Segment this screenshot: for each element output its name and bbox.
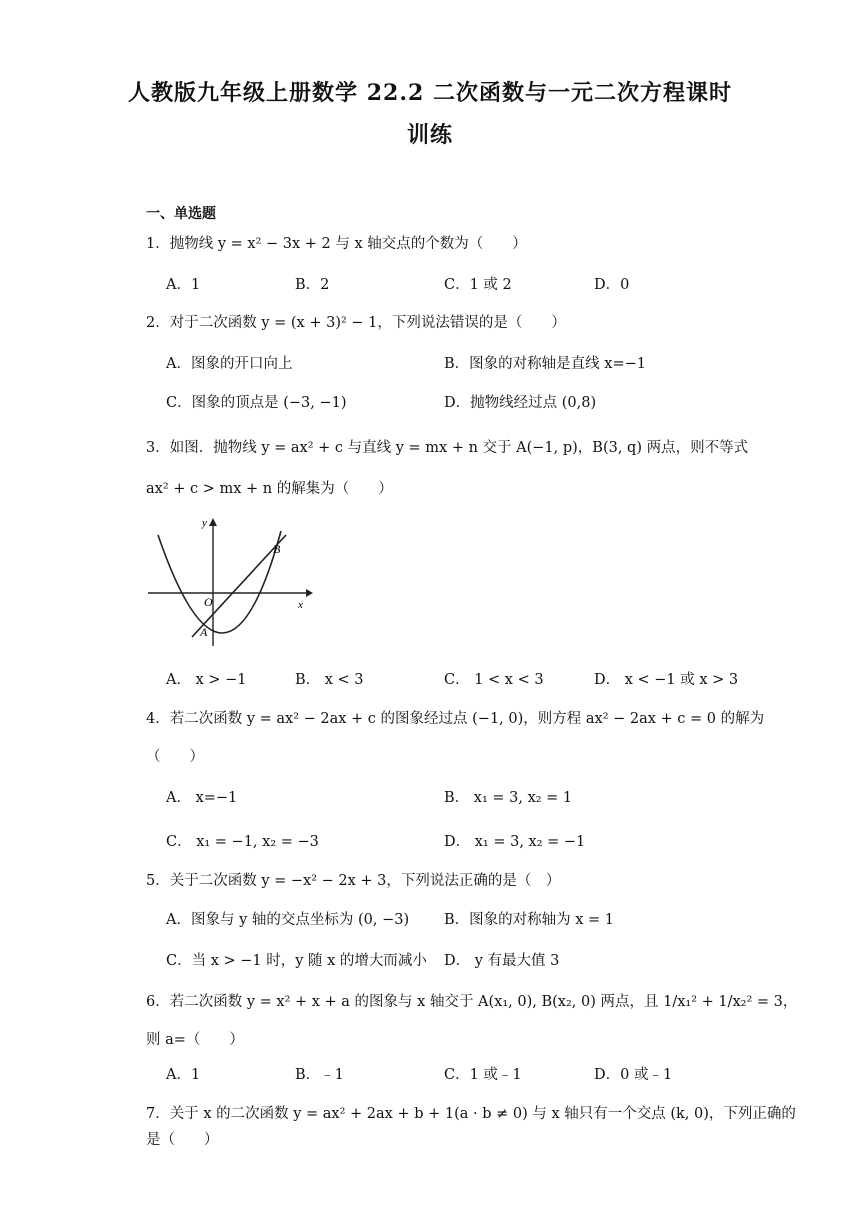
question-2-stem: 2．对于二次函数 y = (x + 3)² − 1，下列说法错误的是（ ） <box>146 315 566 331</box>
q6-option-c: C．1 或﹣1 <box>444 1067 522 1083</box>
q4-option-b: B． x₁ = 3, x₂ = 1 <box>444 790 573 806</box>
q3-option-a: A． x > −1 <box>166 672 247 688</box>
q1-option-d: D．0 <box>594 277 630 293</box>
q4-option-d: D． x₁ = 3, x₂ = −1 <box>444 834 586 850</box>
q5-option-b: B．图象的对称轴为 x = 1 <box>444 912 615 928</box>
point-a-label: A <box>200 625 208 639</box>
q4-option-a: A． x=−1 <box>166 790 238 806</box>
question-3-stem-line1: 3．如图．抛物线 y = ax² + c 与直线 y = mx + n 交于 A(−1, p)，B(3, q) 两点，则不等式 <box>146 440 749 456</box>
q2-option-a: A．图象的开口向上 <box>166 356 293 372</box>
parabola-curve <box>158 531 281 633</box>
q5-option-a: A．图象与 y 轴的交点坐标为 (0, −3) <box>166 912 410 928</box>
document-title-line2: 训练 <box>406 122 453 148</box>
document-title-line1: 人教版九年级上册数学 22.2 二次函数与一元二次方程课时 <box>128 80 732 106</box>
q1-option-c: C．1 或 2 <box>444 277 512 293</box>
q4-option-c: C． x₁ = −1, x₂ = −3 <box>166 834 319 850</box>
question-6-stem-line1: 6．若二次函数 y = x² + x + a 的图象与 x 轴交于 A(x₁, 0), B(x₂, 0) 两点，且 1/x₁² + 1/x₂² = 3， <box>146 994 798 1010</box>
y-axis-arrow-icon <box>209 518 217 526</box>
y-axis-label: y <box>202 517 207 529</box>
q2-option-d: D．抛物线经过点 (0,8) <box>444 395 597 411</box>
q3-option-b: B． x < 3 <box>295 672 364 688</box>
x-axis-arrow-icon <box>306 589 313 597</box>
question-5-stem: 5．关于二次函数 y = −x² − 2x + 3，下列说法正确的是（ ） <box>146 873 561 889</box>
question-7-stem-line2: 是（ ） <box>146 1132 219 1148</box>
q5-option-d: D． y 有最大值 3 <box>444 953 560 969</box>
question-1-stem: 1．抛物线 y = x² − 3x + 2 与 x 轴交点的个数为（ ） <box>146 236 527 252</box>
q3-graph <box>146 513 316 653</box>
question-6-stem-line2: 则 a=（ ） <box>146 1032 244 1048</box>
question-3-stem-line2: ax² + c > mx + n 的解集为（ ） <box>146 481 393 497</box>
question-4-stem-line1: 4．若二次函数 y = ax² − 2ax + c 的图象经过点 (−1, 0)，则方程 ax² − 2ax + c = 0 的解为 <box>146 711 765 727</box>
question-7-stem-line1: 7．关于 x 的二次函数 y = ax² + 2ax + b + 1(a · b ≠ 0) 与 x 轴只有一个交点 (k, 0)，下列正确的 <box>146 1106 796 1122</box>
q1-option-b: B．2 <box>295 277 330 293</box>
q5-option-c: C．当 x > −1 时，y 随 x 的增大而减小 <box>166 953 427 969</box>
straight-line <box>192 535 286 637</box>
q3-option-c: C． 1 < x < 3 <box>444 672 544 688</box>
q6-option-d: D．0 或﹣1 <box>594 1067 673 1083</box>
section-heading: 一、单选题 <box>146 206 216 222</box>
question-4-stem-line2: （ ） <box>146 749 204 765</box>
q3-option-d: D． x < −1 或 x > 3 <box>594 672 739 688</box>
q1-option-a: A．1 <box>166 277 201 293</box>
origin-label: O <box>204 595 213 609</box>
q2-option-b: B．图象的对称轴是直线 x=−1 <box>444 356 646 372</box>
point-b-label: B <box>273 542 281 556</box>
q2-option-c: C．图象的顶点是 (−3, −1) <box>166 395 347 411</box>
q6-option-b: B．﹣1 <box>295 1067 344 1083</box>
q6-option-a: A．1 <box>166 1067 201 1083</box>
x-axis-label: x <box>298 599 303 611</box>
